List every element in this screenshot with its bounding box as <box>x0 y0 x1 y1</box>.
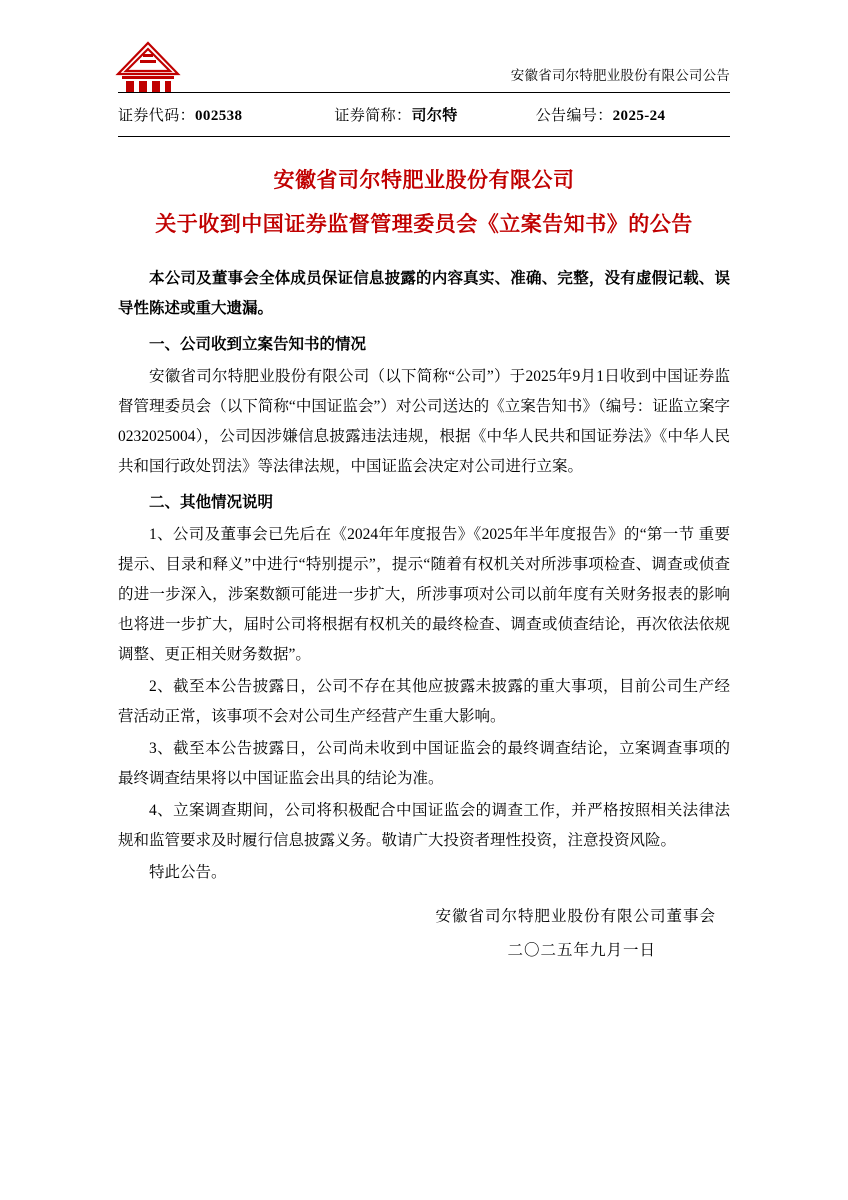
disclaimer-paragraph: 本公司及董事会全体成员保证信息披露的内容真实、准确、完整，没有虚假记载、误导性陈述或重大遗漏。 <box>118 270 730 317</box>
notice-number <box>536 104 666 125</box>
signoff-date: 二〇二五年九月一日 <box>507 942 656 959</box>
header-divider <box>118 92 730 93</box>
signoff-block <box>118 900 730 968</box>
document-title-block <box>0 158 848 246</box>
header-company-name: 安徽省司尔特肥业股份有限公司公告 <box>510 68 730 83</box>
security-info-row <box>118 96 730 132</box>
section-2-paragraph-1: 1、公司及董事会已先后在《2024年年度报告》《2025年半年度报告》的“第一节 重要提示、目录和释义”中进行“特别提示”，提示“随着有权机关对所涉事项检查、调查或侦查的进一步深入，涉案数额可能进一步扩大，所涉事项对公司以前年度有关财务报表的影响也将进一步扩大，届时公司将根据有权机关的最终检查、调查或侦查结论，再次依法依规调整、更正相关财务数据”。 <box>118 526 730 663</box>
document-header <box>0 0 848 96</box>
notice-number-value: 2025-24 <box>612 107 666 124</box>
security-abbr <box>334 104 457 125</box>
security-code-label: 证券代码： <box>118 107 196 124</box>
section-2-paragraph-3: 3、截至本公告披露日，公司尚未收到中国证监会的最终调查结论，立案调查事项的最终调查结果将以中国证监会出具的结论为准。 <box>118 740 730 787</box>
security-abbr-label: 证券简称： <box>334 107 412 124</box>
notice-number-label: 公告编号： <box>535 107 613 124</box>
page-title-line2: 关于收到中国证券监督管理委员会《立案告知书》的公告 <box>155 212 693 236</box>
code-row-divider <box>118 136 730 137</box>
section-1-heading: 一、公司收到立案告知书的情况 <box>149 336 367 353</box>
security-code-value: 002538 <box>195 107 243 124</box>
document-body <box>118 264 730 968</box>
section-2-paragraph-2: 2、截至本公告披露日，公司不存在其他应披露未披露的重大事项，目前公司生产经营活动正常，该事项不会对公司生产经营产生重大影响。 <box>118 678 730 725</box>
security-code <box>118 104 242 125</box>
security-abbr-value: 司尔特 <box>411 107 458 124</box>
closing-paragraph: 特此公告。 <box>149 864 227 881</box>
section-2-paragraph-4: 4、立案调查期间，公司将积极配合中国证监会的调查工作，并严格按照相关法律法规和监管要求及时履行信息披露义务。敬请广大投资者理性投资，注意投资风险。 <box>118 802 730 849</box>
page-title-line1: 安徽省司尔特肥业股份有限公司 <box>273 168 575 192</box>
company-logo <box>112 40 184 94</box>
section-2-heading: 二、其他情况说明 <box>149 494 274 511</box>
signoff-company: 安徽省司尔特肥业股份有限公司董事会 <box>435 908 716 925</box>
section-1-paragraph-1: 安徽省司尔特肥业股份有限公司（以下简称“公司”）于2025年9月1日收到中国证券监督管理委员会（以下简称“中国证监会”）对公司送达的《立案告知书》（编号：证监立案字0232025004），公司因涉嫌信息披露违法违规，根据《中华人民共和国证券法》《中华人民共和国行政处罚法》等法律法规，中国证监会决定对公司进行立案。 <box>118 368 730 475</box>
